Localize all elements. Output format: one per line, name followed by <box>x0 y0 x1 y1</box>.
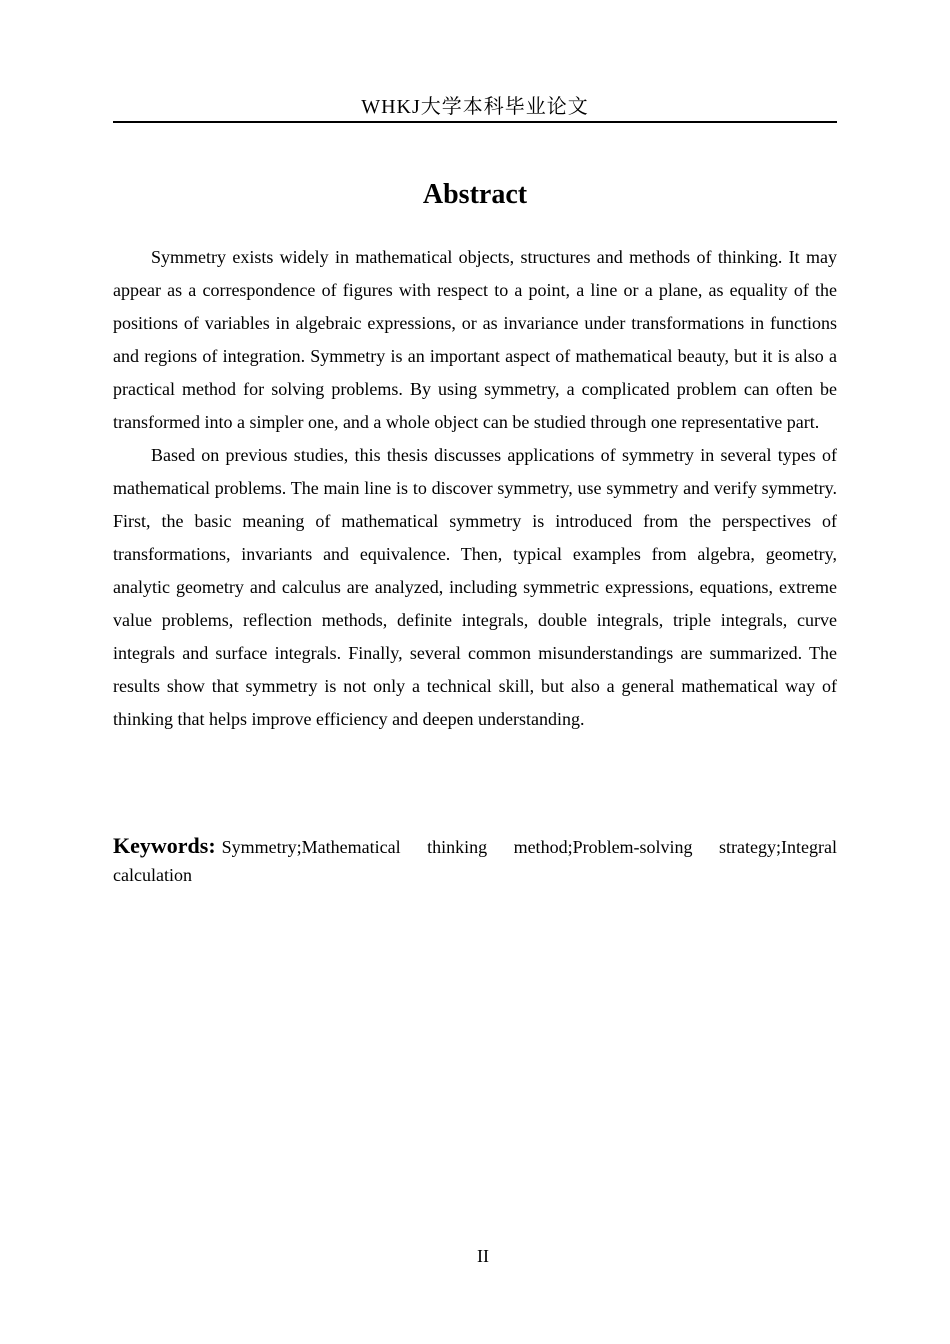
abstract-paragraph-1: Symmetry exists widely in mathematical objects, structures and methods of thinking. It may appear as a correspondence of figures with respect to a point, a line or a plane, as equality of the positions of variables in algebraic expressions, or as invariance under transformations in functions and regions of integration. Symmetry is an important aspect of mathematical beauty, but it is also a practical method for solving problems. By using symmetry, a complicated problem can often be transformed into a simpler one, and a whole object can be studied through one representative part. <box>113 247 837 432</box>
running-header: WHKJ大学本科毕业论文 <box>361 96 589 118</box>
keywords-text: Symmetry;Mathematical thinking method;Problem-solving strategy;Integral calculation <box>113 837 837 885</box>
abstract-title: Abstract <box>422 179 528 210</box>
keywords-label: Keywords: <box>113 833 216 858</box>
keywords-line <box>113 832 837 889</box>
page-number: II <box>477 1246 489 1266</box>
header-rule <box>113 121 837 123</box>
abstract-body <box>113 241 837 736</box>
abstract-paragraph-2: Based on previous studies, this thesis discusses applications of symmetry in several types of mathematical problems. The main line is to discover symmetry, use symmetry and verify symmetry. First, the basic meaning of mathematical symmetry is introduced from the perspectives of transformations, invariants and equivalence. Then, typical examples from algebra, geometry, analytic geometry and calculus are analyzed, including symmetric expressions, equations, extreme value problems, reflection methods, definite integrals, double integrals, triple integrals, curve integrals and surface integrals. Finally, several common misunderstandings are summarized. The results show that symmetry is not only a technical skill, but also a general mathematical way of thinking that helps improve efficiency and deepen understanding. <box>113 445 837 729</box>
